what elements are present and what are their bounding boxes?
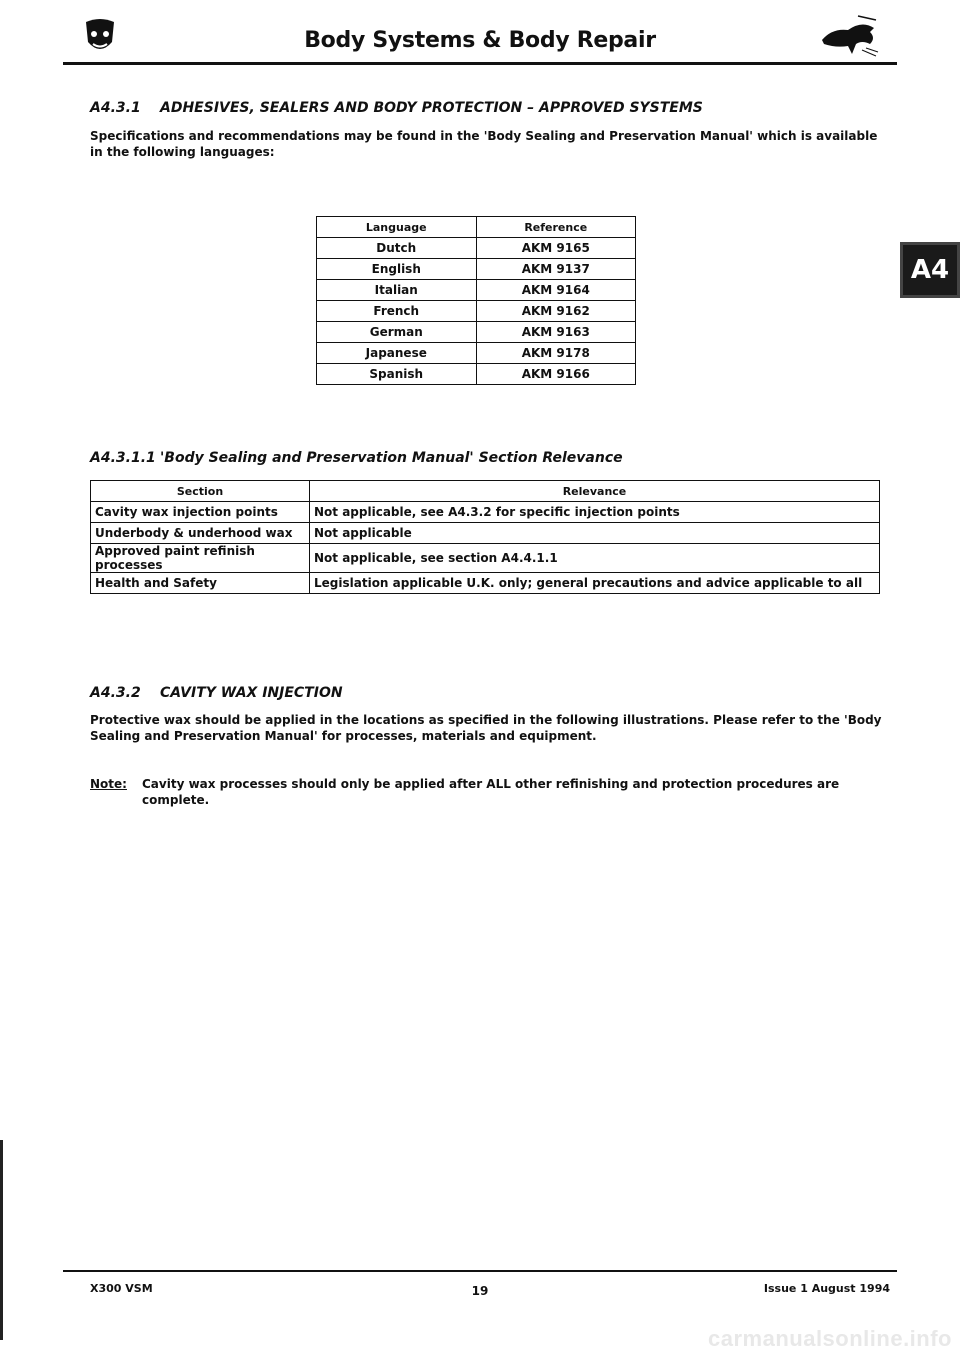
section-intro-paragraph: Specifications and recommendations may be found in the 'Body Sealing and Preservation Manual' which is available in the following languages: (90, 129, 878, 159)
page-edge-mark (0, 1140, 3, 1340)
reference-cell: AKM 9166 (476, 364, 636, 385)
note-text: Cavity wax processes should only be applied after ALL other refinishing and protection procedures are complete. (142, 777, 840, 807)
header-rule (63, 62, 897, 65)
section-heading-a4-3-2 (90, 685, 343, 701)
section-cell: Health and Safety (91, 573, 310, 594)
table-row (317, 259, 636, 280)
language-cell: German (317, 322, 477, 343)
reference-cell: AKM 9162 (476, 301, 636, 322)
relevance-cell: Not applicable, see section A4.4.1.1 (310, 544, 880, 573)
table-row (91, 573, 880, 594)
language-cell: English (317, 259, 477, 280)
language-cell: French (317, 301, 477, 322)
section-number: A4.3.1 (90, 100, 141, 116)
column-header-section: Section (91, 481, 310, 502)
footer-issue-date: Issue 1 August 1994 (763, 1282, 890, 1295)
table-header-row (91, 481, 880, 502)
table-row (317, 238, 636, 259)
table-row (91, 523, 880, 544)
table-row (91, 544, 880, 573)
section-number: A4.3.1.1 (90, 450, 156, 466)
section-title: ADHESIVES, SEALERS AND BODY PROTECTION – APPROVED SYSTEMS (160, 100, 703, 116)
column-header-relevance: Relevance (310, 481, 880, 502)
section-tab-a4: A4 (900, 242, 960, 298)
table-row (317, 322, 636, 343)
table-row (317, 280, 636, 301)
leaping-jaguar-icon (818, 10, 880, 62)
reference-cell: AKM 9165 (476, 238, 636, 259)
watermark: carmanualsonline.info (708, 1326, 952, 1351)
section-number: A4.3.2 (90, 685, 141, 701)
section-cell: Underbody & underhood wax (91, 523, 310, 544)
table-row (317, 364, 636, 385)
column-header-language: Language (317, 217, 477, 238)
language-cell: Spanish (317, 364, 477, 385)
languages-table (316, 216, 636, 385)
reference-cell: AKM 9164 (476, 280, 636, 301)
section-intro-paragraph: Protective wax should be applied in the locations as specified in the following illustrations. Please refer to the 'Body Sealing and Preservation Manual' for processes, materials and equipment. (90, 713, 882, 743)
language-cell: Japanese (317, 343, 477, 364)
section-cell: Cavity wax injection points (91, 502, 310, 523)
column-header-reference: Reference (476, 217, 636, 238)
footer-document-id: X300 VSM (90, 1282, 153, 1295)
reference-cell: AKM 9137 (476, 259, 636, 280)
page-header-title: Body Systems & Body Repair (304, 28, 656, 53)
section-title: 'Body Sealing and Preservation Manual' Section Relevance (160, 450, 623, 466)
table-row (317, 301, 636, 322)
table-row (317, 343, 636, 364)
relevance-cell: Not applicable, see A4.3.2 for specific injection points (310, 502, 880, 523)
section-title: CAVITY WAX INJECTION (160, 685, 343, 701)
table-header-row (317, 217, 636, 238)
page-number: 19 (471, 1284, 489, 1298)
note-block (90, 776, 880, 808)
language-cell: Italian (317, 280, 477, 301)
section-heading-a4-3-1-1 (90, 450, 623, 466)
language-cell: Dutch (317, 238, 477, 259)
table-row (91, 502, 880, 523)
relevance-table (90, 480, 880, 594)
footer-rule (63, 1270, 897, 1272)
reference-cell: AKM 9163 (476, 322, 636, 343)
reference-cell: AKM 9178 (476, 343, 636, 364)
relevance-cell: Legislation applicable U.K. only; general precautions and advice applicable to all (310, 573, 880, 594)
note-label: Note: (90, 777, 127, 791)
section-heading-a4-3-1 (90, 100, 703, 116)
relevance-cell: Not applicable (310, 523, 880, 544)
section-cell: Approved paint refinish processes (91, 544, 310, 573)
